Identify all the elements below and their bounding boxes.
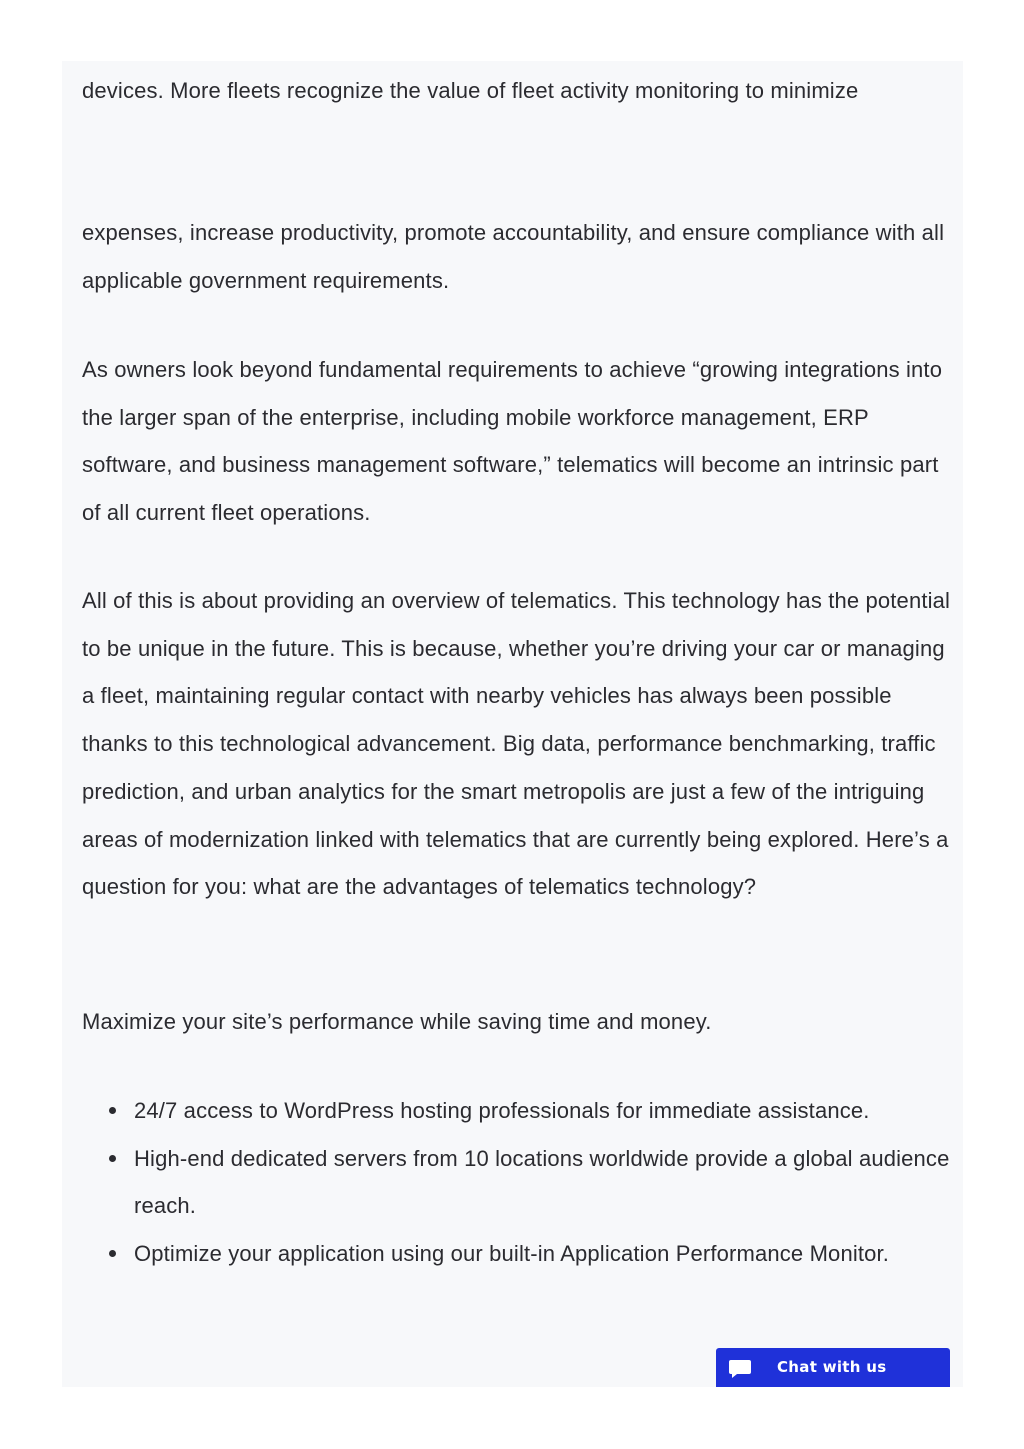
paragraph-maximize: Maximize your site’s performance while saving time and money. bbox=[82, 1009, 712, 1034]
list-item-text: 24/7 access to WordPress hosting professionals for immediate assistance. bbox=[134, 1098, 870, 1123]
bullet-icon bbox=[109, 1155, 116, 1162]
bullet-icon bbox=[109, 1107, 116, 1114]
chat-button-label: Chat with us bbox=[777, 1358, 887, 1376]
paragraph-expenses: expenses, increase productivity, promote accountability, and ensure compliance with all applicable government requirements. bbox=[82, 220, 945, 293]
list-item bbox=[134, 1087, 963, 1135]
chat-with-us-button[interactable] bbox=[716, 1348, 950, 1387]
feature-list bbox=[82, 1087, 963, 1278]
list-item bbox=[134, 1135, 963, 1230]
article-panel bbox=[62, 61, 963, 1387]
list-item-text: Optimize your application using our built-in Application Performance Monitor. bbox=[134, 1241, 890, 1267]
bullet-icon bbox=[109, 1250, 116, 1257]
paragraph-overview: All of this is about providing an overview of telematics. This technology has the potential to be unique in the future. This is because, whether you’re driving your car or managing a fleet, maintaining regular contact with nearby vehicles has always been possible thanks to this technological advancement. Big data, performance benchmarking, traffic prediction, and urban analytics for the smart metropolis are just a few of the intriguing areas of modernization linked with telematics that are currently being explored. Here’s a question for you: what are the advantages of telematics technology? bbox=[82, 588, 951, 900]
list-item-text: High-end dedicated servers from 10 locations worldwide provide a global audience reach. bbox=[134, 1145, 950, 1219]
paragraph-owners: As owners look beyond fundamental requirements to achieve “growing integrations into the larger span of the enterprise, including mobile workforce management, ERP software, and business management software,” telematics will become an intrinsic part of all current fleet operations. bbox=[82, 357, 943, 526]
paragraph-fragment: devices. More fleets recognize the value of fleet activity monitoring to minimize bbox=[82, 78, 859, 103]
chat-bubble-icon bbox=[728, 1356, 752, 1380]
list-item bbox=[134, 1230, 963, 1278]
